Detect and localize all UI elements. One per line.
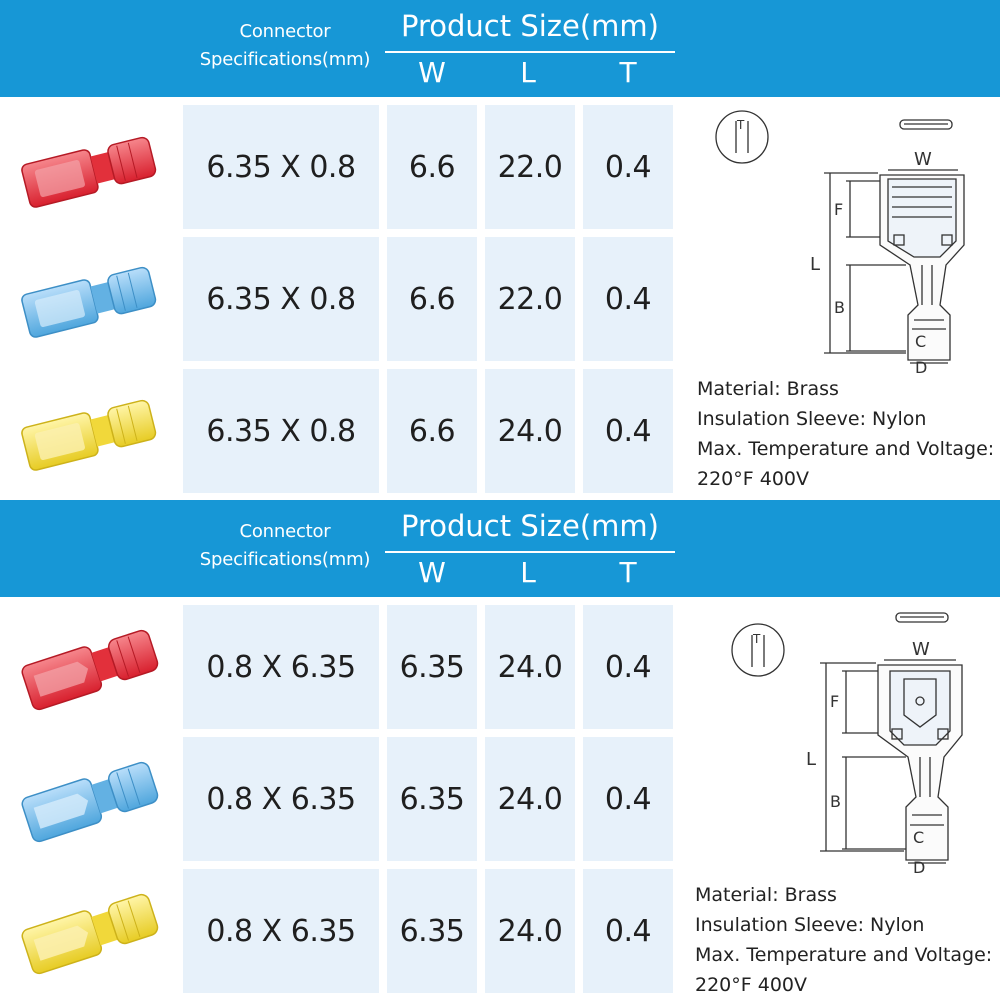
- l-cell: 22.0: [485, 105, 575, 229]
- w-cell: 6.35: [387, 605, 477, 729]
- w-cell: 6.35: [387, 737, 477, 861]
- diagram-label-c: C: [913, 828, 925, 847]
- diagram-label-d: D: [915, 358, 928, 375]
- l-cell: 24.0: [485, 737, 575, 861]
- col-header-t: T: [619, 556, 637, 589]
- max-temp-text: Max. Temperature and Voltage:: [697, 438, 995, 460]
- product-size-header: Product Size(mm): [401, 9, 659, 43]
- col-header-l: L: [520, 556, 536, 589]
- spec-column-header: Connector Specifications(mm): [199, 21, 371, 70]
- yellow-connector-image: [10, 374, 170, 494]
- col-header-l: L: [520, 56, 536, 89]
- spec-cell: 6.35 X 0.8: [183, 105, 379, 229]
- col-header-w: W: [418, 556, 446, 589]
- col-header-w: W: [418, 56, 446, 89]
- diagram-label-t: T: [737, 118, 745, 132]
- yellow-connector-image: [10, 872, 170, 992]
- t-cell: 0.4: [583, 369, 673, 493]
- spec-section-1: [0, 0, 1000, 498]
- insulation-text: Insulation Sleeve: Nylon: [697, 408, 927, 430]
- diagram-label-c: C: [915, 332, 927, 351]
- red-connector-image: [10, 608, 170, 728]
- diagram-label-w: W: [914, 149, 932, 170]
- spec-cell: 0.8 X 6.35: [183, 869, 379, 993]
- header-divider: [385, 51, 675, 53]
- w-cell: 6.6: [387, 105, 477, 229]
- product-size-header: Product Size(mm): [401, 509, 659, 543]
- col-header-t: T: [619, 56, 637, 89]
- diagram-label-f: F: [834, 200, 844, 219]
- insulation-text: Insulation Sleeve: Nylon: [695, 914, 925, 936]
- material-specs: [697, 374, 997, 494]
- spec-section-2: [0, 500, 1000, 998]
- t-cell: 0.4: [583, 869, 673, 993]
- t-cell: 0.4: [583, 605, 673, 729]
- l-cell: 22.0: [485, 237, 575, 361]
- red-connector-image: [10, 111, 170, 231]
- diagram-label-t: T: [753, 632, 761, 646]
- dimension-diagram: [700, 105, 990, 375]
- t-cell: 0.4: [583, 237, 673, 361]
- spec-cell: 6.35 X 0.8: [183, 369, 379, 493]
- t-cell: 0.4: [583, 105, 673, 229]
- header-divider: [385, 551, 675, 553]
- blue-connector-image: [10, 241, 170, 361]
- l-cell: 24.0: [485, 369, 575, 493]
- l-cell: 24.0: [485, 605, 575, 729]
- w-cell: 6.6: [387, 237, 477, 361]
- diagram-label-f: F: [830, 692, 840, 711]
- diagram-label-b: B: [830, 792, 841, 811]
- spec-cell: 6.35 X 0.8: [183, 237, 379, 361]
- material-text: Material: Brass: [697, 378, 839, 400]
- l-cell: 24.0: [485, 869, 575, 993]
- table-header: [0, 500, 1000, 597]
- material-text: Material: Brass: [695, 884, 837, 906]
- spec-cell: 0.8 X 6.35: [183, 737, 379, 861]
- w-cell: 6.35: [387, 869, 477, 993]
- material-specs: [695, 880, 995, 1000]
- diagram-label-b: B: [834, 298, 845, 317]
- spec-column-header: Connector Specifications(mm): [199, 521, 371, 570]
- spec-cell: 0.8 X 6.35: [183, 605, 379, 729]
- diagram-label-l: L: [810, 254, 821, 275]
- diagram-label-d: D: [913, 858, 926, 875]
- dimension-diagram: [700, 605, 990, 875]
- t-cell: 0.4: [583, 737, 673, 861]
- blue-connector-image: [10, 740, 170, 860]
- temp-voltage-text: 220°F 400V: [695, 974, 807, 996]
- table-header: [0, 0, 1000, 97]
- w-cell: 6.6: [387, 369, 477, 493]
- diagram-label-l: L: [806, 749, 817, 770]
- diagram-label-w: W: [912, 639, 930, 660]
- max-temp-text: Max. Temperature and Voltage:: [695, 944, 993, 966]
- temp-voltage-text: 220°F 400V: [697, 468, 809, 490]
